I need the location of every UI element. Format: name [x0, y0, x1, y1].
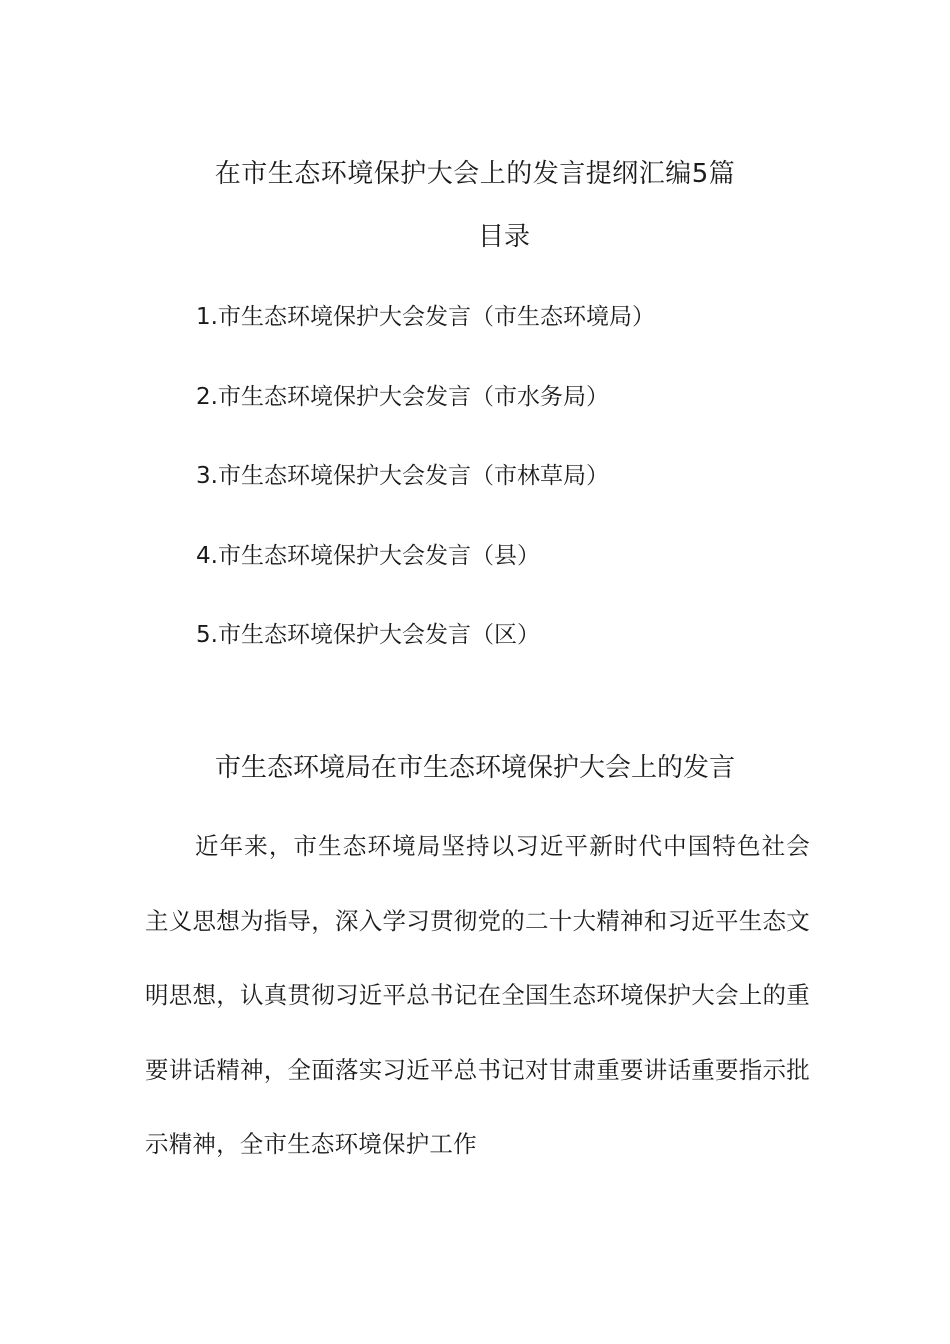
section-title: 市生态环境局在市生态环境保护大会上的发言 [214, 753, 735, 783]
toc-heading: 目录 [477, 222, 530, 252]
toc-item-4: 4.市生态环境保护大会发言（县） [196, 542, 540, 569]
toc-item-5: 5.市生态环境保护大会发言（区） [196, 622, 540, 648]
table-of-contents [196, 297, 655, 695]
toc-item-3: 3.市生态环境保护大会发言（市林草局） [196, 463, 609, 489]
body-paragraph: 近年来，市生态环境局坚持以习近平新时代中国特色社会主义思想为指导，深入学习贯彻党的二十大精神和习近平生态文明思想，认真贯彻习近平总书记在全国生态环境保护大会上的重要讲话精神，全面落实习近平总书记对甘肃重要讲话重要指示批示精神，全市生态环境保护工作 [145, 832, 810, 1158]
toc-item-1: 1.市生态环境保护大会发言（市生态环境局） [196, 304, 655, 330]
toc-item-2: 2.市生态环境保护大会发言（市水务局） [196, 383, 609, 410]
document-title: 在市生态环境保护大会上的发言提纲汇编5篇 [214, 159, 736, 189]
